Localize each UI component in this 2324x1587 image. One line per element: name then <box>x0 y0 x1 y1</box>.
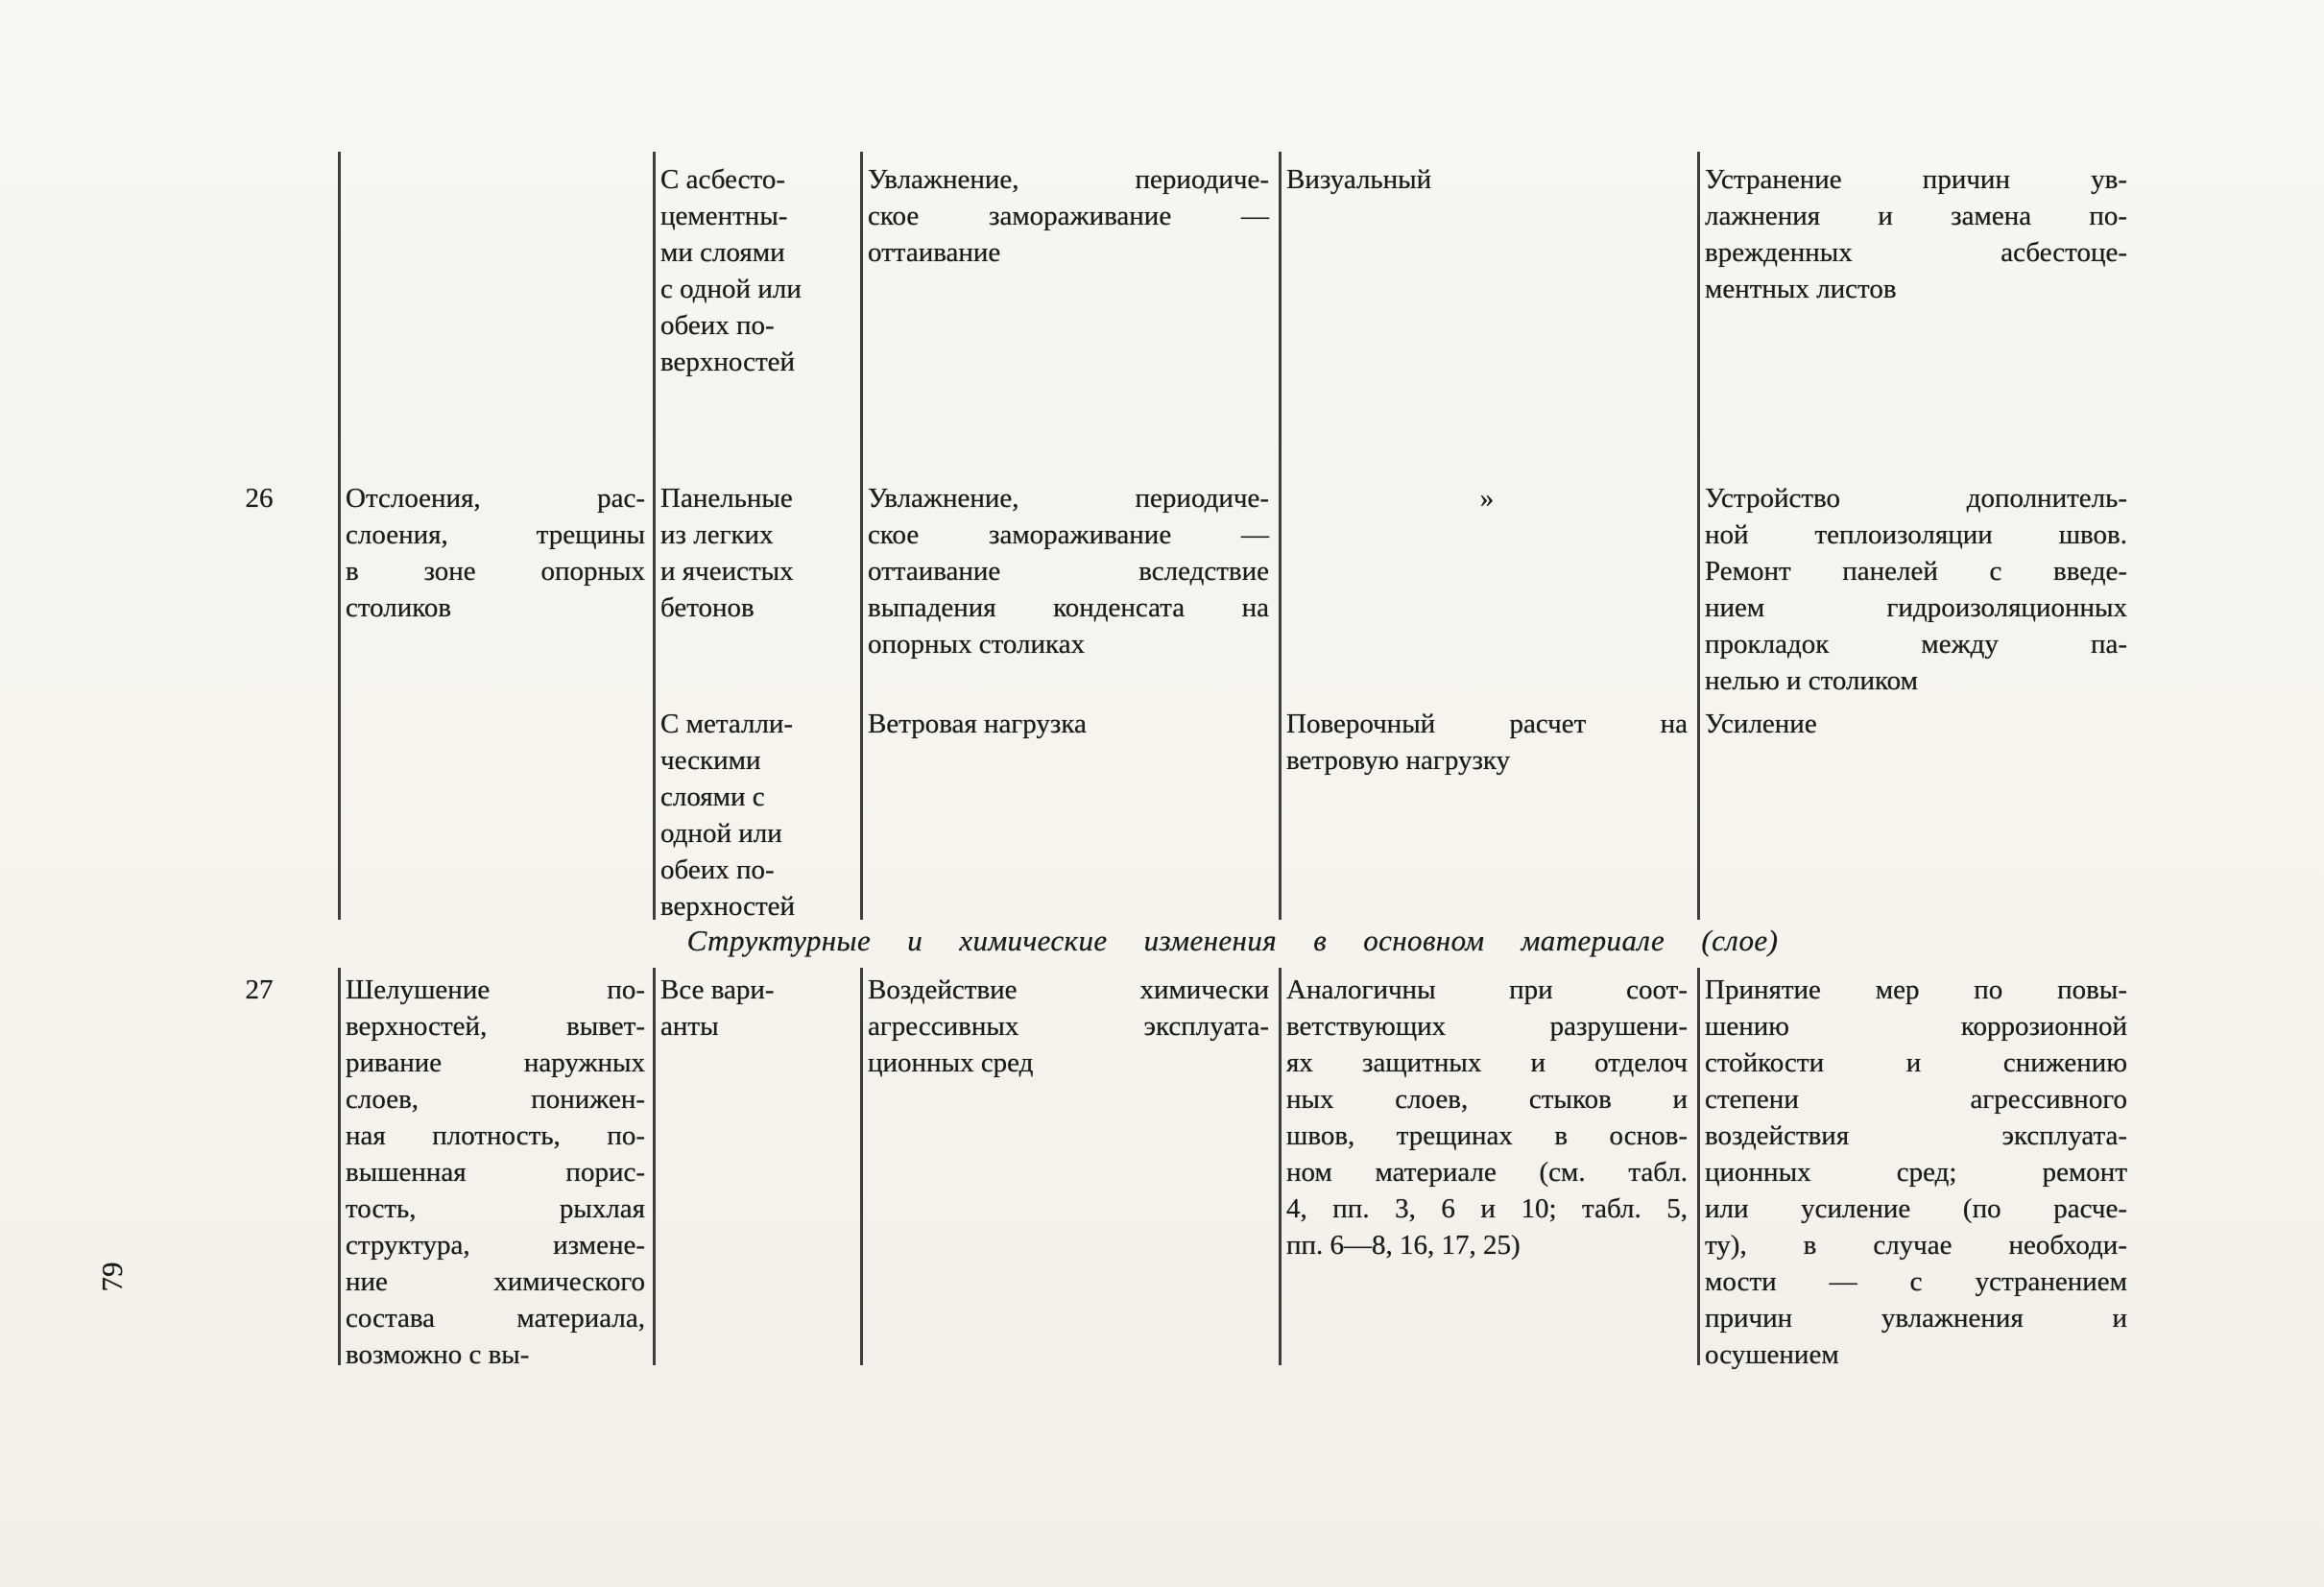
column-rule <box>860 152 863 920</box>
text-line: осушением <box>1705 1339 1839 1370</box>
cell-asbestos-variant <box>660 161 849 380</box>
text-line: агрессивных эксплуата- <box>868 1011 1269 1042</box>
row-26-cause <box>868 480 1269 662</box>
text-line: Принятие мер по повы- <box>1705 974 2127 1005</box>
text-line: ветствующих разрушени- <box>1286 1011 1688 1042</box>
text-line: оттаивание <box>868 237 1001 268</box>
text-line: возможно с вы- <box>346 1339 530 1370</box>
text-line: Воздействие химически <box>868 974 1269 1005</box>
row-27-detection <box>1286 972 1688 1263</box>
text-line: ционных сред <box>868 1047 1034 1078</box>
text-line: степени агрессивного <box>1705 1084 2127 1115</box>
text-line: столиков <box>346 592 452 623</box>
text-line: врежденных асбестоце- <box>1705 237 2127 268</box>
text-line: ское замораживание — <box>868 201 1269 231</box>
row-26-remedy <box>1705 480 2127 699</box>
text-line: шению коррозионной <box>1705 1011 2127 1042</box>
text-line: бетонов <box>660 592 755 623</box>
text-line: Панельные <box>660 483 793 514</box>
text-line: С асбесто- <box>660 164 785 195</box>
text-line: Шелушение по- <box>346 974 645 1005</box>
row-27-remedy <box>1705 972 2127 1373</box>
text-line: швов, трещинах в основ- <box>1286 1120 1688 1151</box>
text-line: ми слоями <box>660 237 785 268</box>
text-line: выпадения конденсата на <box>868 592 1269 623</box>
cell-asbestos-cause <box>868 161 1269 271</box>
text-line: Поверочный расчет на <box>1286 709 1688 739</box>
row-27-variant <box>660 972 849 1045</box>
text-line: слоями с <box>660 781 765 812</box>
text-line: верхностей, вывет- <box>346 1011 645 1042</box>
text-line: мости — с устранением <box>1705 1266 2127 1297</box>
page-number: 79 <box>95 1262 129 1292</box>
row-26-number: 26 <box>245 483 274 514</box>
text-line: обеих по- <box>660 310 775 341</box>
text-line: воздействия эксплуата- <box>1705 1120 2127 1151</box>
text-line: ях защитных и отделоч <box>1286 1047 1688 1078</box>
text-line: ское замораживание — <box>868 519 1269 550</box>
column-rule <box>338 152 341 920</box>
text-line: слоения, трещины <box>346 519 645 550</box>
text-line: Отслоения, рас- <box>346 483 645 514</box>
text-line: Устранение причин ув- <box>1705 164 2127 195</box>
text-line: обеих по- <box>660 854 775 885</box>
text-line: структура, измене- <box>346 1230 645 1261</box>
text-line: ческими <box>660 745 761 776</box>
text-line: С металли- <box>660 709 794 739</box>
text-line: ном материале (см. табл. <box>1286 1157 1688 1188</box>
text-line: ментных листов <box>1705 274 1897 304</box>
cell-metal-cause <box>868 706 1269 742</box>
text-line: цементны- <box>660 201 788 231</box>
text-line: верхностей <box>660 891 796 922</box>
text-line: верхностей <box>660 347 796 377</box>
text-line: лажнения и замена по- <box>1705 201 2127 231</box>
text-line: ной теплоизоляции швов. <box>1705 519 2127 550</box>
text-line: с одной или <box>660 274 802 304</box>
text-line: ривание наружных <box>346 1047 645 1078</box>
text-line: тость, рыхлая <box>346 1193 645 1224</box>
column-rule <box>1279 152 1282 920</box>
row-27-number: 27 <box>245 974 274 1005</box>
cell-metal-detection <box>1286 706 1688 779</box>
row-27-cause <box>868 972 1269 1081</box>
text-line: вышенная порис- <box>346 1157 645 1188</box>
row-26-detection-ditto: » <box>1479 483 1495 514</box>
text-line: 4, пп. 3, 6 и 10; табл. 5, <box>1286 1193 1688 1224</box>
text-line: нием гидроизоляционных <box>1705 592 2127 623</box>
text-line: Ремонт панелей с введе- <box>1705 556 2127 587</box>
text-line: ветровую нагрузку <box>1286 745 1511 776</box>
row-27-defect <box>346 972 645 1373</box>
text-line: ние химического <box>346 1266 645 1297</box>
text-line: анты <box>660 1011 719 1042</box>
column-rule <box>653 968 656 1365</box>
row-26-variant <box>660 480 849 626</box>
column-rule <box>1279 968 1282 1365</box>
text-line: Увлажнение, периодиче- <box>868 483 1269 514</box>
text-line: ная плотность, по- <box>346 1120 645 1151</box>
text-line: Все вари- <box>660 974 775 1005</box>
text-line: в зоне опорных <box>346 556 645 587</box>
text-line: слоев, понижен- <box>346 1084 645 1115</box>
column-rule <box>1697 152 1700 920</box>
text-line: ту), в случае необходи- <box>1705 1230 2127 1261</box>
text-line: Аналогичны при соот- <box>1286 974 1688 1005</box>
text-line: ционных сред; ремонт <box>1705 1157 2127 1188</box>
text-line: стойкости и снижению <box>1705 1047 2127 1078</box>
text-line: Усиление <box>1705 709 1817 739</box>
column-rule <box>860 968 863 1365</box>
cell-metal-remedy <box>1705 706 2127 742</box>
text-line: опорных столиках <box>868 629 1086 660</box>
column-rule <box>338 968 341 1365</box>
text-line: или усиление (по расче- <box>1705 1193 2127 1224</box>
cell-asbestos-remedy <box>1705 161 2127 307</box>
text-line: Визуальный <box>1286 164 1432 195</box>
row-26-defect <box>346 480 645 626</box>
text-line: нелью и столиком <box>1705 665 1918 696</box>
cell-metal-variant <box>660 706 849 925</box>
text-line: одной или <box>660 818 782 849</box>
cell-asbestos-detection <box>1286 161 1688 198</box>
text-line: Увлажнение, периодиче- <box>868 164 1269 195</box>
column-rule <box>653 152 656 920</box>
text-line: пп. 6—8, 16, 17, 25) <box>1286 1230 1521 1261</box>
text-line: из легких <box>660 519 774 550</box>
text-line: ных слоев, стыков и <box>1286 1084 1688 1115</box>
column-rule <box>1697 968 1700 1365</box>
text-line: причин увлажнения и <box>1705 1303 2127 1334</box>
text-line: состава материала, <box>346 1303 645 1334</box>
text-line: Ветровая нагрузка <box>868 709 1087 739</box>
text-line: Устройство дополнитель- <box>1705 483 2127 514</box>
text-line: и ячеистых <box>660 556 794 587</box>
text-line: прокладок между па- <box>1705 629 2127 660</box>
section-heading: Структурные и химические изменения в основном материале (слое) <box>686 924 1779 957</box>
text-line: оттаивание вследствие <box>868 556 1269 587</box>
